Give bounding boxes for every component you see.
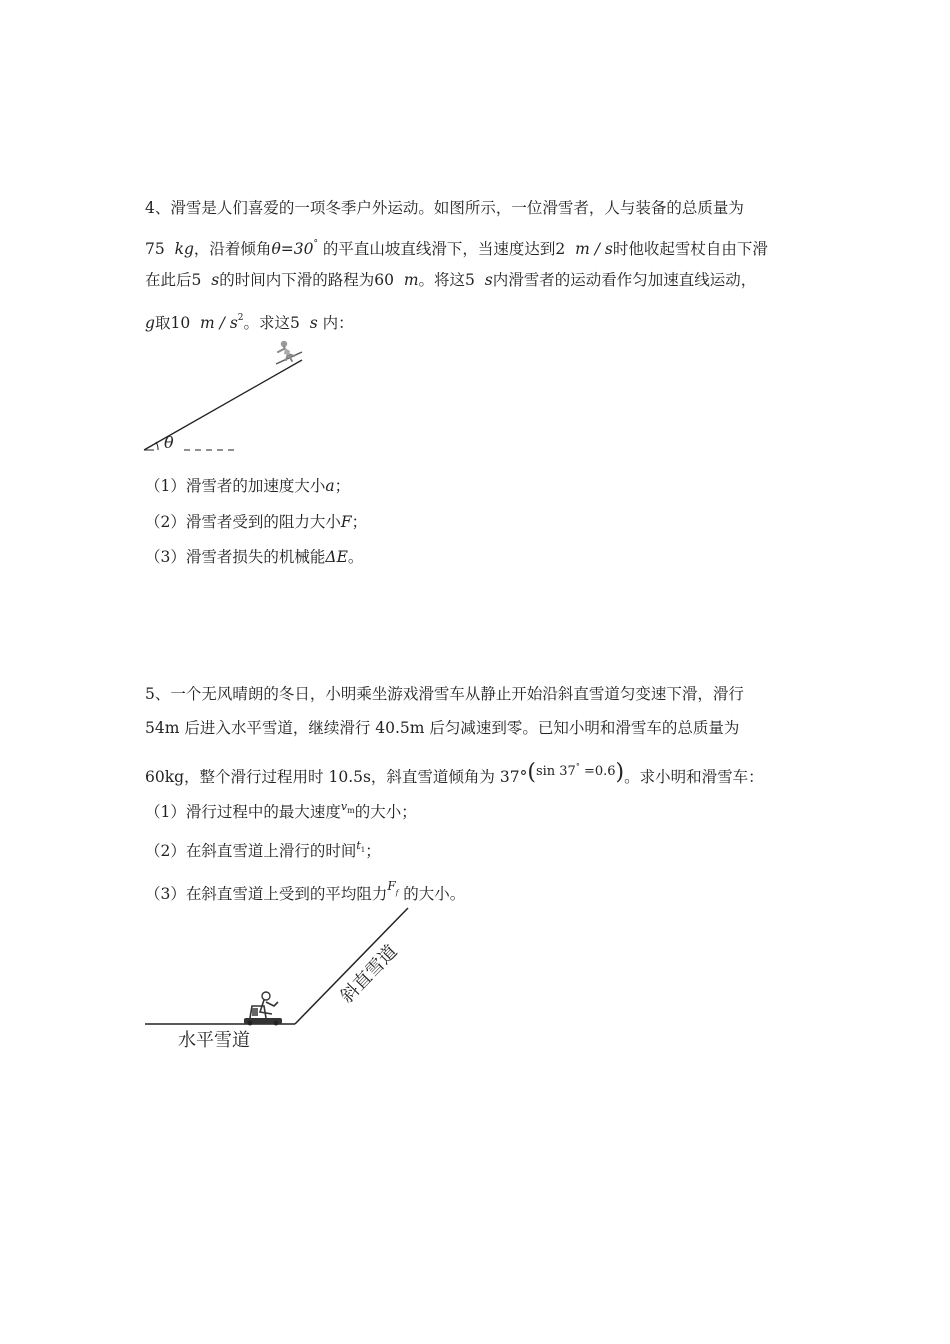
q4-line-4: g取10 m / $s^2$。求这5 s 内：	[145, 313, 354, 332]
horizontal-track-label: 水平雪道	[178, 1030, 250, 1051]
q5-line-2: 54m 后进入水平雪道，继续滑行 40.5m 后匀减速到零。已知小明和滑雪车的总质量为	[145, 719, 740, 737]
q4-sub-3: （3）滑雪者损失的机械能ΔE。	[145, 548, 364, 566]
q4-slope-diagram	[140, 338, 320, 458]
q4-sub-1: （1）滑雪者的加速度大小a；	[145, 477, 351, 495]
q5-line-3: 60kg，整个滑行过程用时 10.5s，斜直雪道倾角为 37°($^{sin 37^\circ}$ $^{=0.6}$)。求小明和滑雪车：	[145, 760, 764, 786]
q5-track-diagram	[140, 900, 440, 1060]
q5-sub-2: （2）在斜直雪道上滑行的时间$^{t1}$；	[145, 839, 381, 860]
theta-label: θ	[164, 433, 174, 452]
skier-icon	[276, 341, 302, 364]
q4-sub-2: （2）滑雪者受到的阻力大小F；	[145, 513, 368, 531]
q5-line-1: 5、一个无风晴朗的冬日，小明乘坐游戏滑雪车从静止开始沿斜直雪道匀变速下滑，滑行	[145, 685, 744, 703]
q4-line-2: 75 kg，沿着倾角θ=30° 的平直山坡直线滑下，当速度达到2 m / s时他收起雪杖自由下滑	[145, 239, 768, 258]
slope-track-label: 斜直雪道	[336, 941, 402, 1008]
q5-sub-3: （3）在斜直雪道上受到的平均阻力$^{Ff}$ 的大小。	[145, 879, 466, 903]
theta-equation: θ=30	[271, 240, 314, 258]
angle-arc	[156, 442, 158, 450]
sled-icon	[244, 992, 282, 1026]
q4-line-3: 在此后5 s的时间内下滑的路程为60 m。将这5 s内滑雪者的运动看作匀加速直线运动，	[145, 271, 757, 289]
q5-sub-1: （1）滑行过程中的最大速度$^{vm}$的大小；	[145, 800, 417, 821]
q4-line-1: 4、滑雪是人们喜爱的一项冬季户外运动。如图所示，一位滑雪者，人与装备的总质量为	[145, 199, 744, 217]
